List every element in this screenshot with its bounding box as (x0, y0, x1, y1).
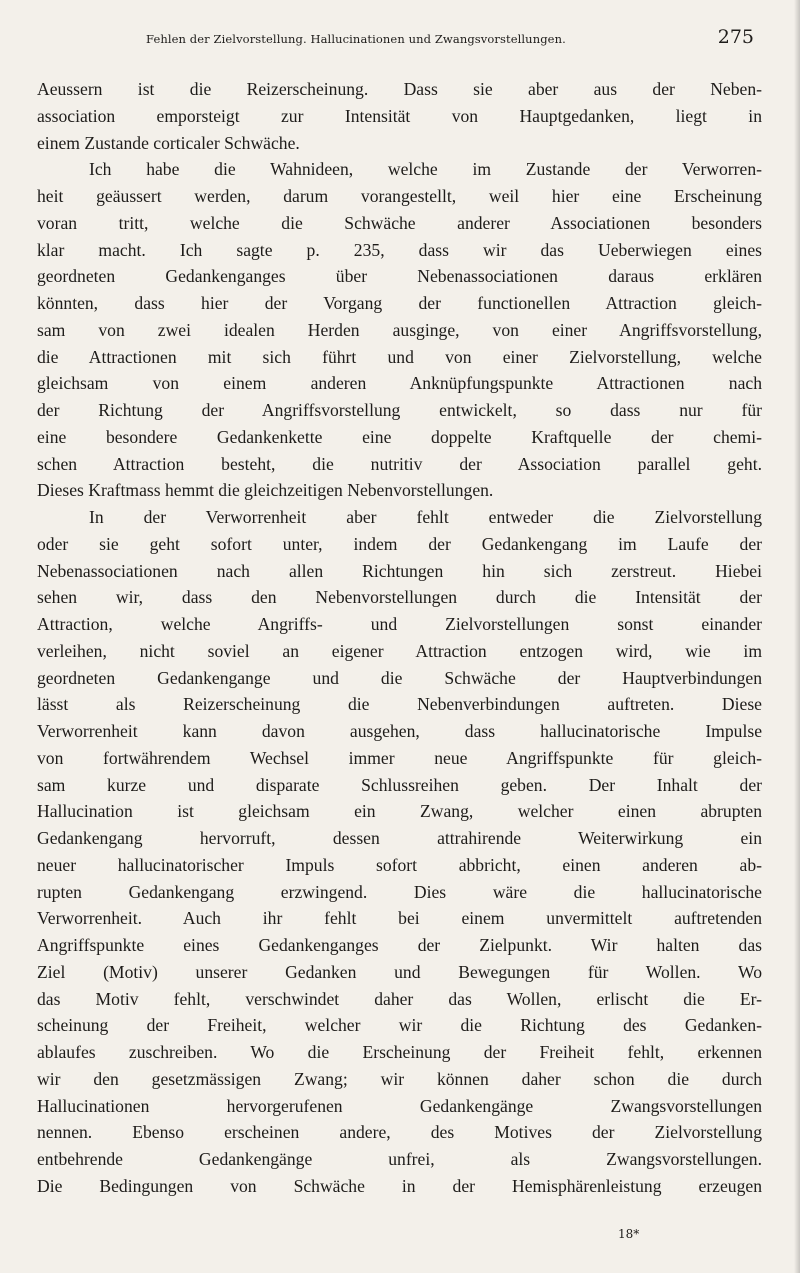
text-line: voran tritt, welche die Schwäche anderer Associationen besonders (37, 212, 762, 233)
text-line: wir den gesetzmässigen Zwang; wir können daher schon die durch (37, 1068, 762, 1089)
text-line: oder sie geht sofort unter, indem der Gedankengang im Laufe der (37, 533, 762, 554)
text-line: scheinung der Freiheit, welcher wir die Richtung des Gedanken- (37, 1015, 762, 1036)
text-line: sam von zwei idealen Herden ausginge, von einer Angriffsvorstellung, (37, 319, 762, 340)
text-line: einem Zustande corticaler Schwäche. (37, 132, 300, 153)
text-line: Ziel (Motiv) unserer Gedanken und Bewegungen für Wollen. Wo (37, 961, 762, 982)
text-line: Verworrenheit. Auch ihr fehlt bei einem unvermittelt auftretenden (37, 908, 762, 929)
text-line: Nebenassociationen nach allen Richtungen hin sich zerstreut. Hiebei (37, 560, 762, 581)
text-line: Verworrenheit kann davon ausgehen, dass hallucinatorische Impulse (37, 721, 762, 741)
text-line: ablaufes zuschreiben. Wo die Erscheinung der Freiheit fehlt, erkennen (37, 1042, 762, 1062)
text-line: neuer hallucinatorischer Impuls sofort abbricht, einen anderen ab- (37, 854, 762, 875)
text-line: das Motiv fehlt, verschwindet daher das Wollen, erlischt die Er- (37, 988, 762, 1009)
text-line: Dieses Kraftmass hemmt die gleichzeitigen Nebenvorstellungen. (37, 480, 494, 501)
text-line: association emporsteigt zur Intensität von Hauptgedanken, liegt in (37, 105, 762, 126)
text-line: Hallucination ist gleichsam ein Zwang, welcher einen abrupten (37, 801, 762, 822)
text-line: Die Bedingungen von Schwäche in der Hemisphärenleistung erzeugen (37, 1175, 762, 1196)
text-line: gleichsam von einem anderen Anknüpfungspunkte Attractionen nach (37, 373, 762, 394)
text-line: sam kurze und disparate Schlussreihen geben. Der Inhalt der (37, 774, 762, 795)
text-line: heit geäussert werden, darum vorangestellt, weil hier eine Erscheinung (37, 186, 762, 206)
text-line: entbehrende Gedankengänge unfrei, als Zwangsvorstellungen. (37, 1149, 762, 1169)
body-text (37, 76, 762, 1200)
text-line: lässt als Reizerscheinung die Nebenverbindungen auftreten. Diese (37, 694, 762, 715)
text-line: geordneten Gedankengange und die Schwäche der Hauptverbindungen (37, 667, 762, 688)
text-line: Gedankengang hervorruft, dessen attrahirende Weiterwirkung ein (37, 828, 762, 848)
page-number: 275 (717, 26, 754, 48)
text-line: Ich habe die Wahnideen, welche im Zustande der Verworren- (89, 159, 762, 180)
signature-mark: 18* (618, 1227, 640, 1241)
text-line: von fortwährendem Wechsel immer neue Angriffspunkte für gleich- (37, 747, 762, 768)
text-line: die Attractionen mit sich führt und von einer Zielvorstellung, welche (37, 346, 762, 367)
text-line: Angriffspunkte eines Gedankenganges der Zielpunkt. Wir halten das (37, 935, 762, 955)
text-line: sehen wir, dass den Nebenvorstellungen durch die Intensität der (37, 587, 762, 608)
text-line: schen Attraction besteht, die nutritiv der Association parallel geht. (37, 453, 762, 474)
text-line: rupten Gedankengang erzwingend. Dies wäre die hallucinatorische (37, 881, 762, 902)
running-head: Fehlen der Zielvorstellung. Hallucinationen und Zwangsvorstellungen. (146, 32, 566, 46)
text-line: Hallucinationen hervorgerufenen Gedankengänge Zwangsvorstellungen (37, 1095, 762, 1116)
text-line: verleihen, nicht soviel an eigener Attraction entzogen wird, wie im (37, 640, 762, 661)
text-line: nennen. Ebenso erscheinen andere, des Motives der Zielvorstellung (37, 1122, 762, 1143)
text-line: Aeussern ist die Reizerscheinung. Dass sie aber aus der Neben- (37, 79, 762, 99)
text-line: eine besondere Gedankenkette eine doppelte Kraftquelle der chemi- (37, 426, 762, 447)
text-line: In der Verworrenheit aber fehlt entweder die Zielvorstellung (89, 507, 762, 527)
text-line: geordneten Gedankenganges über Nebenassociationen daraus erklären (37, 266, 762, 287)
text-line: der Richtung der Angriffsvorstellung entwickelt, so dass nur für (37, 400, 762, 420)
text-line: Attraction, welche Angriffs- und Zielvorstellungen sonst einander (37, 614, 762, 634)
text-line: klar macht. Ich sagte p. 235, dass wir das Ueberwiegen eines (37, 239, 762, 260)
text-line: könnten, dass hier der Vorgang der functionellen Attraction gleich- (37, 293, 762, 313)
